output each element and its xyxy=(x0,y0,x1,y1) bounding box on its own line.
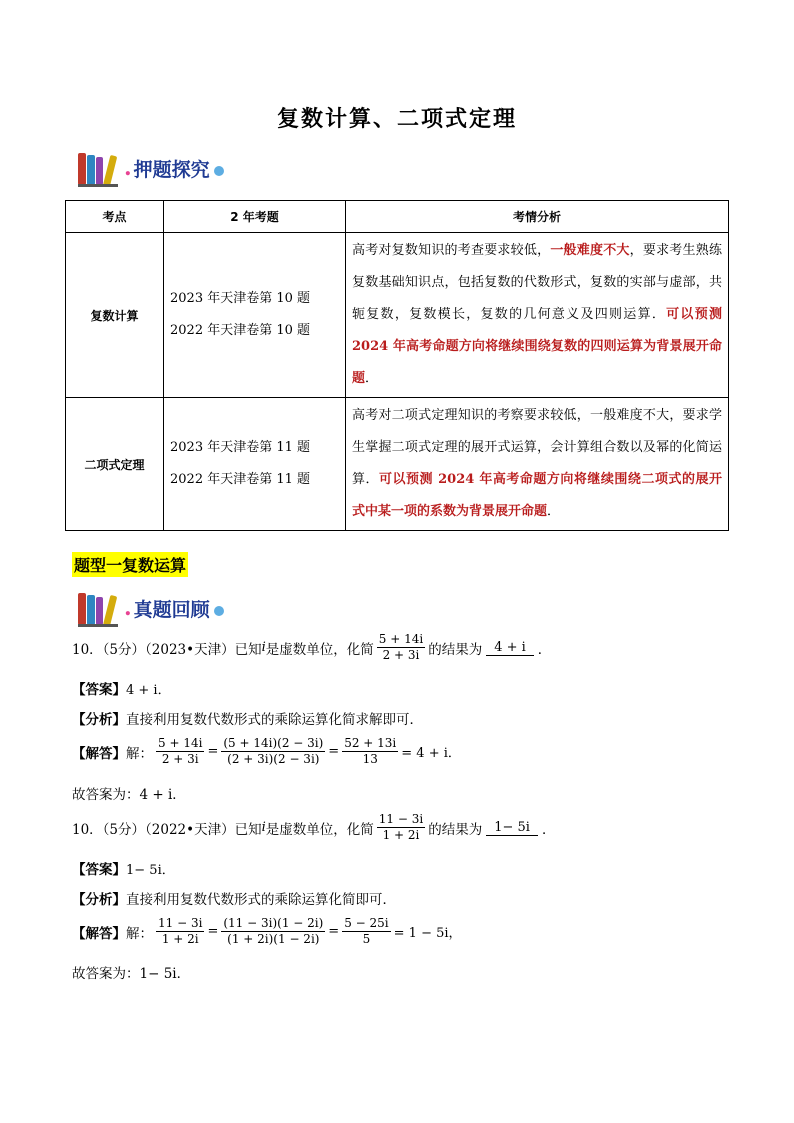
table-row xyxy=(66,233,729,398)
question-line xyxy=(72,812,555,843)
analysis-label: 【分析】 xyxy=(72,892,126,908)
frac-numerator: 52 + 13i xyxy=(344,736,397,750)
question-line xyxy=(72,632,551,663)
frac-denominator: 1 + 2i xyxy=(161,932,199,946)
final-answer-line xyxy=(72,962,190,982)
header-analysis: 考情分析 xyxy=(346,201,729,233)
fraction xyxy=(156,916,204,947)
question-suffix: 的结果为 xyxy=(428,821,483,838)
section-title: 押题探究 xyxy=(133,158,210,181)
analysis-cell xyxy=(346,398,729,531)
fraction xyxy=(342,916,390,947)
dot-icon: . xyxy=(124,595,132,621)
question-end: ． xyxy=(541,821,556,838)
imag-unit: i xyxy=(261,820,266,835)
years-cell xyxy=(164,233,346,398)
final-answer: 故答案为：1− 5i． xyxy=(72,966,191,982)
years-cell xyxy=(164,398,346,531)
fraction xyxy=(221,736,325,767)
analysis-text: ，要求考生熟练复数基础知识点，包括复数的代数形式，复数的实部与虚部，共轭复数，复数模长，复数的几何意义及四则运算． xyxy=(352,243,722,322)
answer-blank: 4 + i xyxy=(486,640,534,656)
analysis-text: ． xyxy=(547,504,561,519)
analysis-text: ． xyxy=(365,371,379,386)
analysis-line xyxy=(72,708,423,728)
answer-value: 1− 5i． xyxy=(126,862,175,878)
question-prefix: 10．（5分）（2023•天津）已知 xyxy=(72,641,262,658)
frac-denominator: 2 + 3i xyxy=(382,648,420,662)
answer-label: 【答案】 xyxy=(72,682,126,698)
answer-value: 4 + i． xyxy=(126,682,171,698)
page-title: 复数计算、二项式定理 xyxy=(276,107,517,132)
analysis-text: 高考对复数知识的考查要求较低， xyxy=(352,243,551,258)
question-end: ． xyxy=(537,641,552,658)
question-mid: 是虚数单位，化简 xyxy=(265,821,374,838)
fraction xyxy=(377,632,425,663)
year-item: 2022 年天津卷第 10 题 xyxy=(170,323,311,338)
analysis-label: 【分析】 xyxy=(72,712,126,728)
solution-result: = 1 − 5i， xyxy=(393,926,462,941)
frac-numerator: 5 − 25i xyxy=(344,916,389,930)
analysis-highlight: 可以预测 2024 年高考命题方向将继续围绕二项式的展开式中某一项的系数为背景展开命题 xyxy=(352,472,722,519)
equals-sign: = xyxy=(328,744,340,759)
fraction xyxy=(221,916,325,947)
analysis-text: 直接利用复数代数形式的乘除运算化简即可． xyxy=(126,892,396,908)
frac-numerator: (5 + 14i)(2 − 3i) xyxy=(223,736,324,750)
frac-denominator: 5 xyxy=(362,932,371,946)
exam-analysis-table xyxy=(65,200,729,531)
frac-denominator: (2 + 3i)(2 − 3i) xyxy=(227,752,320,766)
frac-denominator: 2 + 3i xyxy=(161,752,199,766)
ball-icon xyxy=(214,606,224,616)
frac-numerator: 11 − 3i xyxy=(158,916,203,930)
fraction xyxy=(377,812,425,843)
section-header-review xyxy=(78,590,224,626)
point-cell: 复数计算 xyxy=(66,233,164,398)
dot-icon: . xyxy=(124,155,132,181)
analysis-highlight: 可以预测 2024 年高考命题方向将继续围绕复数的四则运算为背景展开命题 xyxy=(352,307,722,386)
question-mid: 是虚数单位，化简 xyxy=(265,641,374,658)
analysis-line xyxy=(72,888,396,908)
answer-line xyxy=(72,678,171,698)
answer-label: 【答案】 xyxy=(72,862,126,878)
ball-icon xyxy=(214,166,224,176)
answer-blank: 1− 5i xyxy=(486,820,538,836)
section-header-explore xyxy=(78,150,224,186)
solution-line xyxy=(72,916,462,947)
fraction xyxy=(342,736,398,767)
solution-prefix: 解： xyxy=(126,925,153,942)
books-icon xyxy=(78,151,120,185)
equals-sign: = xyxy=(207,924,219,939)
question-prefix: 10．（5分）（2022•天津）已知 xyxy=(72,821,262,838)
analysis-cell xyxy=(346,233,729,398)
solution-prefix: 解： xyxy=(126,745,153,762)
question-suffix: 的结果为 xyxy=(428,641,483,658)
solution-line xyxy=(72,736,461,767)
frac-numerator: 5 + 14i xyxy=(158,736,203,750)
year-item: 2022 年天津卷第 11 题 xyxy=(170,472,311,487)
frac-numerator: 11 − 3i xyxy=(378,812,424,826)
header-years: 2 年考题 xyxy=(164,201,346,233)
equals-sign: = xyxy=(328,924,340,939)
table-row xyxy=(66,398,729,531)
final-answer-line xyxy=(72,783,186,803)
answer-line xyxy=(72,858,175,878)
analysis-text: 高考对二项式定理知识的考察要求较低，一般难度不大，要求学生掌握二项式定理的展开式运算，会计算组合数以及幂的化简运算． xyxy=(352,408,722,487)
frac-denominator: 13 xyxy=(362,752,378,766)
solution-result: = 4 + i． xyxy=(401,746,461,761)
fraction xyxy=(156,736,204,767)
books-icon xyxy=(78,591,120,625)
frac-numerator: 5 + 14i xyxy=(378,632,424,646)
imag-unit: i xyxy=(261,640,266,655)
frac-numerator: (11 − 3i)(1 − 2i) xyxy=(223,916,324,930)
analysis-text: 直接利用复数代数形式的乘除运算化简求解即可． xyxy=(126,712,423,728)
solution-label: 【解答】 xyxy=(72,745,126,762)
solution-label: 【解答】 xyxy=(72,925,126,942)
section-title: 真题回顾 xyxy=(133,598,210,621)
final-answer: 故答案为：4 + i． xyxy=(72,787,186,803)
frac-denominator: 1 + 2i xyxy=(382,828,420,842)
point-cell: 二项式定理 xyxy=(66,398,164,531)
table-header-row xyxy=(66,201,729,233)
header-point: 考点 xyxy=(66,201,164,233)
analysis-highlight: 一般难度不大 xyxy=(550,243,630,258)
year-item: 2023 年天津卷第 11 题 xyxy=(170,440,311,455)
frac-denominator: (1 + 2i)(1 − 2i) xyxy=(227,932,320,946)
equals-sign: = xyxy=(207,744,219,759)
year-item: 2023 年天津卷第 10 题 xyxy=(170,291,311,306)
question-type-tag: 题型一复数运算 xyxy=(72,552,188,577)
